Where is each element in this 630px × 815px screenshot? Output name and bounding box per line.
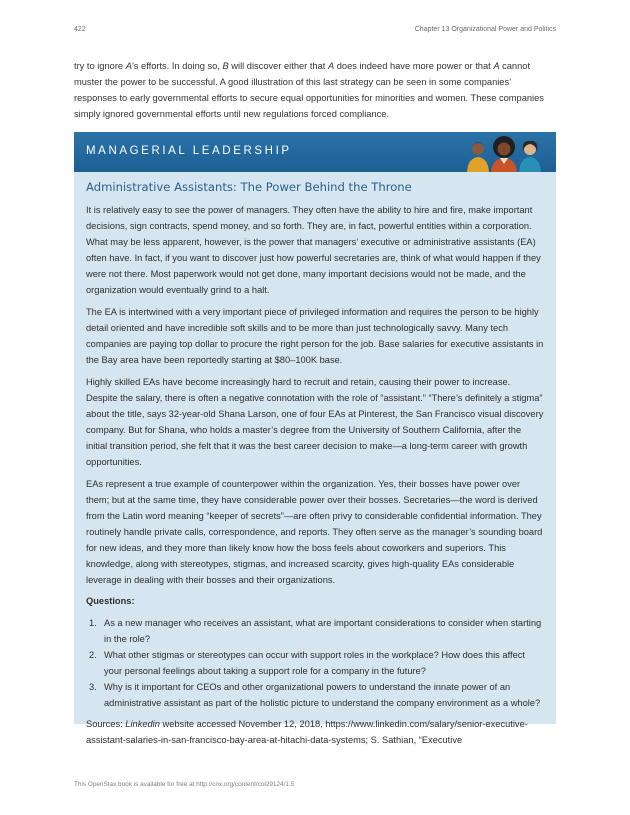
question-item xyxy=(86,647,544,679)
question-number: 3. xyxy=(89,682,97,692)
page-header xyxy=(74,26,556,38)
page-footer: This OpenStax book is available for free at http://cnx.org/content/col29124/1.5 xyxy=(74,781,295,788)
question-number: 2. xyxy=(89,650,97,660)
feature-paragraph-1: It is relatively easy to see the power of managers. They often have the ability to hire and fire, make important decisions, sign contracts, spend money, and so forth. They are, in fact, powerful entities within a corporation. What may be less apparent, however, is the power that managers’ executive or administrative assistants (EA) often have. In fact, if you want to discover just how powerful secretaries are, think of what would happen if they were not there. Most paperwork would not get done, many important decisions would not be made, and the organization would eventually grind to a halt. xyxy=(86,205,541,295)
chapter-title: Chapter 13 Organizational Power and Politics xyxy=(414,26,556,33)
question-item xyxy=(86,679,544,711)
feature-paragraph-4: EAs represent a true example of counterpower within the organization. Yes, their bosses have power over them; but at the same time, they have considerable power over their bosses. Secretaries—the word is derived from the Latin word meaning “keeper of secrets”—are often privy to considerable confidential information. They routinely handle private calls, correspondence, and reports. They often serve as the manager’s sounding board for new ideas, and they more than likely know how the boss feels about coworkers and superiors. This knowledge, along with stereotypes, stigmas, and increased scarcity, gives high-quality EAs considerable leverage in dealing with their bosses and their organizations. xyxy=(86,479,543,585)
questions-list xyxy=(86,615,544,711)
questions-label: Questions: xyxy=(86,596,135,606)
question-text: Why is it important for CEOs and other organizational powers to understand the innate power of an administrative assistant as part of the holistic picture to understand the company environment as a whole? xyxy=(104,682,541,708)
question-number: 1. xyxy=(89,618,97,628)
feature-banner xyxy=(74,132,556,172)
people-group-icon xyxy=(466,134,542,172)
question-item xyxy=(86,615,544,647)
feature-paragraph-2: The EA is intertwined with a very important piece of privileged information and requires the person to be highly detail oriented and have incredible soft skills and to be more than just technologically savvy. Many tech companies are paying top dollar to procure the right person for the job. Base salaries for executive assistants in the Bay area have been reportedly starting at $80–100K base. xyxy=(86,307,544,365)
question-text: As a new manager who receives an assistant, what are important considerations to consider when starting in the role? xyxy=(104,618,542,644)
sources-citation: Sources: Linkedin website accessed November 12, 2018, https://www.linkedin.com/salary/senior-executive-assistant-salaries-in-san-francisco-bay-area-at-hitachi-data-systems; S. Sathian, “Executive xyxy=(86,719,528,745)
page-number: 422 xyxy=(74,26,86,33)
feature-paragraph-3: Highly skilled EAs have become increasingly hard to recruit and retain, causing their power to increase. Despite the salary, there is often a negative connotation with the role of “assistant.” “There’s definitely a stigma” about the title, says 32-year-old Shana Larson, one of four EAs at Pinterest, the San Francisco visual discovery company. But for Shana, who holds a master’s degree from the University of Southern California, after the initial transition period, she felt that it was the best career decision to make—a long-term career with growth opportunities. xyxy=(86,377,544,467)
question-text: What other stigmas or stereotypes can occur with support roles in the workplace? How does this affect your personal feelings about taking a support role for a company in the future? xyxy=(104,650,525,676)
feature-title: Administrative Assistants: The Power Behind the Throne xyxy=(86,180,412,194)
managerial-leadership-feature-box xyxy=(74,132,556,745)
feature-banner-label: MANAGERIAL LEADERSHIP xyxy=(86,145,292,157)
intro-paragraph: try to ignore A’s efforts. In doing so, B will discover either that A does indeed have more power or that A cannot muster the power to be successful. A good illustration of this last strategy can be seen in some companies’ responses to early governmental efforts to secure equal opportunities for minorities and women. These companies simply ignored governmental efforts until new regulations forced compliance. xyxy=(74,61,544,119)
